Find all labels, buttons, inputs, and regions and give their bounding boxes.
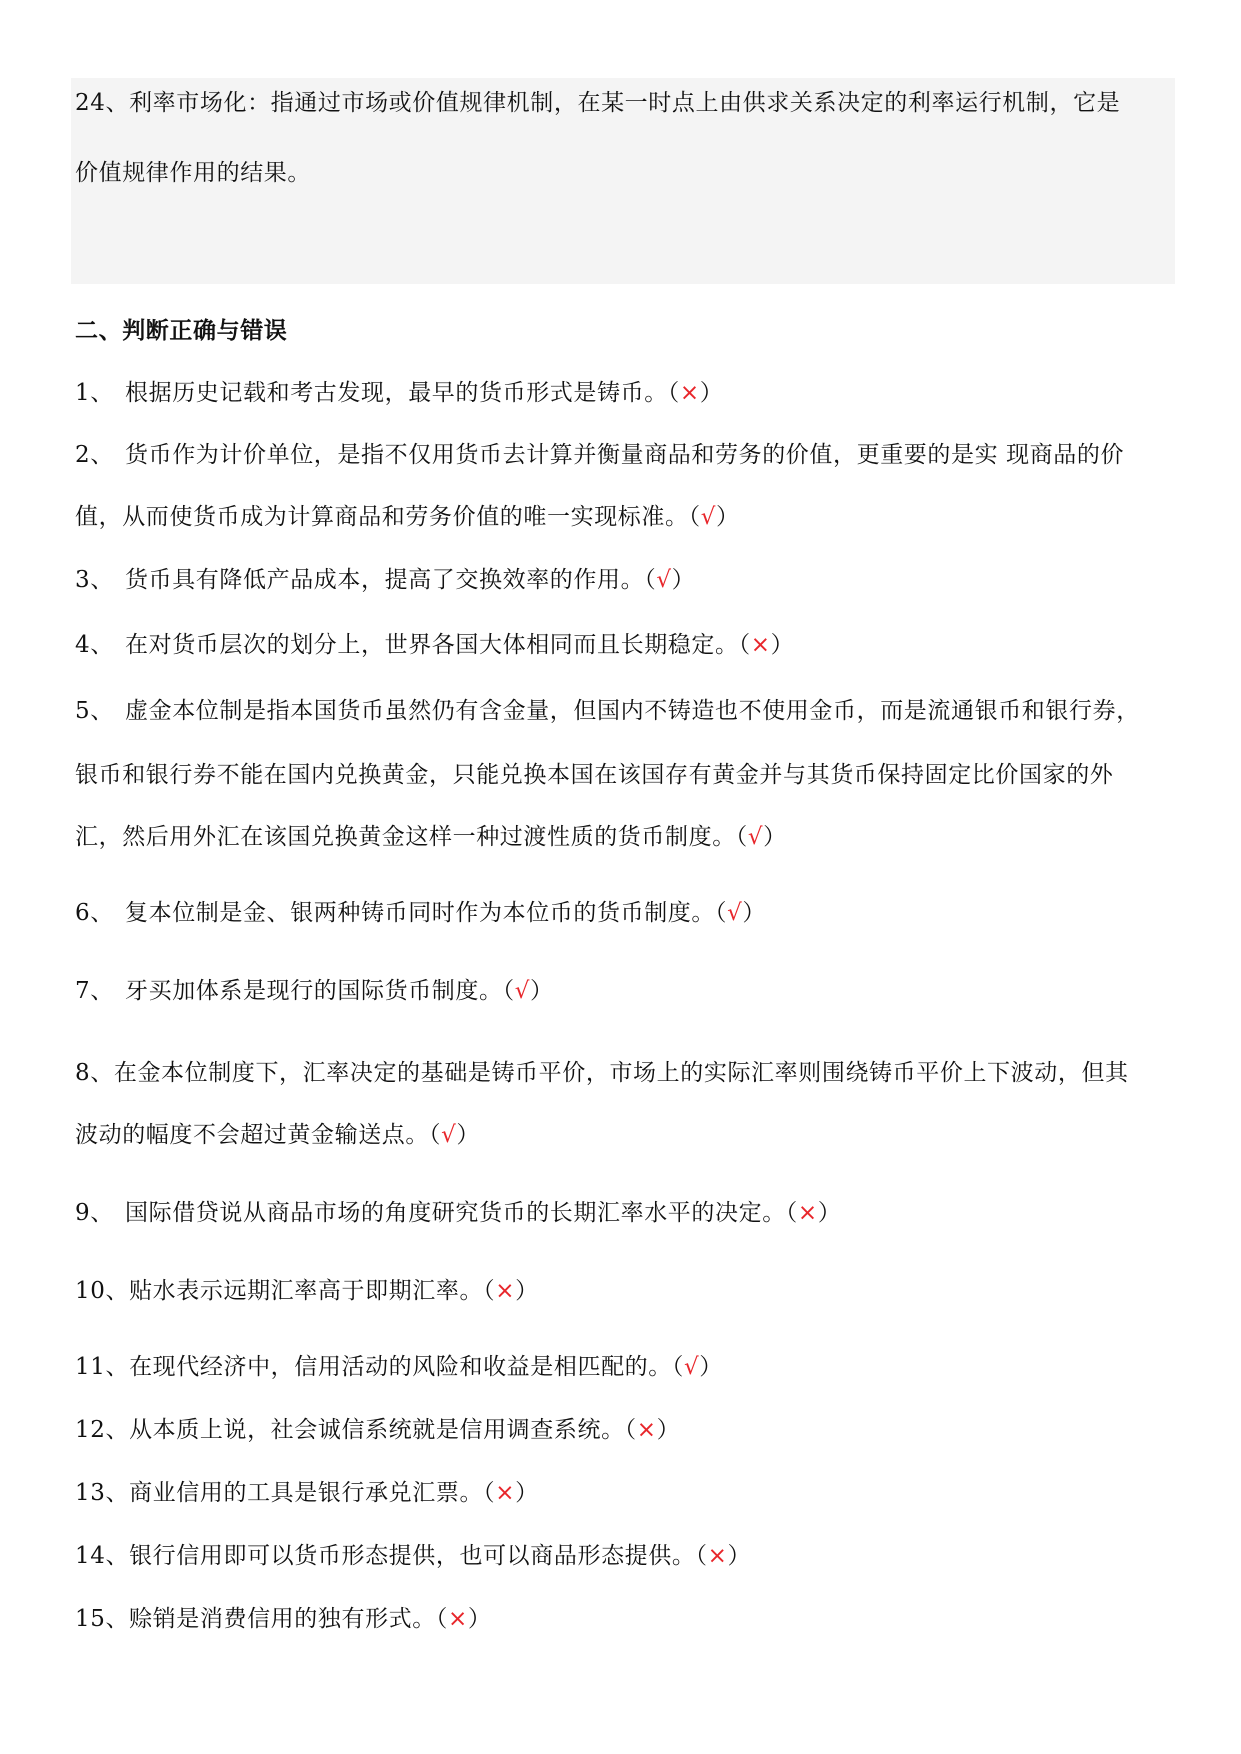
item-number: 11、 bbox=[75, 1354, 130, 1380]
item-text: 银行信用即可以货币形态提供，也可以商品形态提供。（ bbox=[129, 1543, 708, 1569]
list-item bbox=[75, 440, 1185, 470]
item-close-paren: ） bbox=[727, 1543, 752, 1569]
item-number: 5、 bbox=[75, 698, 114, 724]
item-text: 在金本位制度下，汇率决定的基础是铸币平价，市场上的实际汇率则围绕铸币平价上下波动，但其 bbox=[113, 1060, 1129, 1086]
cross-mark-icon: × bbox=[750, 632, 771, 658]
item-text: 汇，然后用外汇在该国兑换黄金这样一种过渡性质的货币制度。（ bbox=[75, 824, 748, 850]
cross-mark-icon: × bbox=[495, 1278, 516, 1304]
item-close-paren: ） bbox=[770, 632, 795, 658]
check-mark-icon: √ bbox=[700, 504, 716, 530]
item-close-paren: ） bbox=[456, 1122, 480, 1148]
list-item bbox=[75, 1276, 1185, 1306]
list-item bbox=[75, 696, 1185, 726]
list-item bbox=[75, 378, 1185, 408]
check-mark-icon: √ bbox=[441, 1122, 457, 1148]
check-mark-icon: √ bbox=[683, 1354, 700, 1380]
list-item bbox=[75, 1415, 1185, 1445]
item-text: 复本位制是金、银两种铸币同时作为本位币的货币制度。（ bbox=[125, 900, 728, 926]
cross-mark-icon: × bbox=[707, 1543, 728, 1569]
list-item bbox=[75, 898, 1185, 928]
list-item bbox=[75, 976, 1185, 1006]
cross-mark-icon: × bbox=[797, 1200, 818, 1226]
item-text: 波动的幅度不会超过黄金输送点。（ bbox=[75, 1122, 442, 1148]
cross-mark-icon: × bbox=[447, 1606, 468, 1632]
item-text: 商业信用的工具是银行承兑汇票。（ bbox=[129, 1480, 496, 1506]
item-text: 牙买加体系是现行的国际货币制度。（ bbox=[125, 978, 515, 1004]
check-mark-icon: √ bbox=[727, 900, 743, 926]
item-close-paren: ） bbox=[763, 824, 787, 850]
item-text: 在对货币层次的划分上，世界各国大体相同而且长期稳定。（ bbox=[125, 632, 751, 658]
item-text: 银币和银行券不能在国内兑换黄金，只能兑换本国在该国存有黄金并与其货币保持固定比价国家的外 bbox=[75, 762, 1114, 788]
item-number: 14、 bbox=[75, 1543, 130, 1569]
item-text: 根据历史记载和考古发现，最早的货币形式是铸币。（ bbox=[125, 380, 680, 406]
item-close-paren: ） bbox=[699, 1354, 723, 1380]
item-close-paren: ） bbox=[515, 1278, 539, 1304]
section-heading: 二、判断正确与错误 bbox=[75, 317, 288, 344]
item-close-paren: ） bbox=[742, 900, 766, 926]
list-item bbox=[75, 1352, 1185, 1382]
item-close-paren: ） bbox=[656, 1417, 681, 1443]
list-item bbox=[75, 1604, 1185, 1634]
check-mark-icon: √ bbox=[656, 567, 672, 593]
definition-line-2: 价值规律作用的结果。 bbox=[75, 160, 311, 186]
item-number: 13、 bbox=[75, 1480, 130, 1506]
item-close-paren: ） bbox=[671, 567, 696, 593]
cross-mark-icon: × bbox=[495, 1480, 516, 1506]
item-number: 10、 bbox=[75, 1278, 130, 1304]
item-text: 从本质上说，社会诚信系统就是信用调查系统。（ bbox=[129, 1417, 637, 1443]
check-mark-icon: √ bbox=[747, 824, 764, 850]
item-close-paren: ） bbox=[817, 1200, 842, 1226]
item-number: 1、 bbox=[75, 380, 114, 406]
item-number: 7、 bbox=[75, 978, 114, 1004]
cross-mark-icon: × bbox=[636, 1417, 657, 1443]
list-item bbox=[75, 1478, 1185, 1508]
item-text: 货币具有降低产品成本，提高了交换效率的作用。（ bbox=[125, 567, 657, 593]
item-number: 4、 bbox=[75, 632, 114, 658]
item-text: 赊销是消费信用的独有形式。（ bbox=[129, 1606, 448, 1632]
list-item bbox=[75, 1198, 1185, 1228]
item-close-paren: ） bbox=[699, 380, 724, 406]
check-mark-icon: √ bbox=[514, 978, 530, 1004]
list-item bbox=[75, 1058, 1185, 1088]
item-number: 2、 bbox=[75, 442, 114, 468]
item-close-paren: ） bbox=[467, 1606, 492, 1632]
item-close-paren: ） bbox=[515, 1480, 539, 1506]
list-item-continuation bbox=[75, 822, 1185, 852]
item-text: 货币作为计价单位，是指不仅用货币去计算并衡量商品和劳务的价值，更重要的是实 现商品的价 bbox=[125, 442, 1125, 468]
cross-mark-icon: × bbox=[679, 380, 700, 406]
definition-line-1: 24、利率市场化：指通过市场或价值规律机制，在某一时点上由供求关系决定的利率运行机制，它是 bbox=[75, 90, 1121, 116]
item-text: 国际借贷说从商品市场的角度研究货币的长期汇率水平的决定。（ bbox=[125, 1200, 798, 1226]
item-number: 9、 bbox=[75, 1200, 114, 1226]
item-text: 值，从而使货币成为计算商品和劳务价值的唯一实现标准。（ bbox=[75, 504, 701, 530]
item-close-paren: ） bbox=[715, 504, 740, 530]
item-number: 8、 bbox=[75, 1060, 114, 1086]
list-item-continuation bbox=[75, 1120, 1185, 1150]
list-item-continuation bbox=[75, 502, 1185, 532]
list-item bbox=[75, 565, 1185, 595]
item-number: 6、 bbox=[75, 900, 114, 926]
item-close-paren: ） bbox=[529, 978, 554, 1004]
list-item bbox=[75, 1541, 1185, 1571]
item-text: 虚金本位制是指本国货币虽然仍有含金量，但国内不铸造也不使用金币，而是流通银币和银行券， bbox=[125, 698, 1140, 724]
item-text: 贴水表示远期汇率高于即期汇率。（ bbox=[129, 1278, 496, 1304]
item-text: 在现代经济中，信用活动的风险和收益是相匹配的。（ bbox=[129, 1354, 684, 1380]
item-number: 15、 bbox=[75, 1606, 130, 1632]
item-number: 12、 bbox=[75, 1417, 130, 1443]
item-number: 3、 bbox=[75, 567, 114, 593]
list-item-continuation bbox=[75, 760, 1185, 790]
list-item bbox=[75, 630, 1185, 660]
